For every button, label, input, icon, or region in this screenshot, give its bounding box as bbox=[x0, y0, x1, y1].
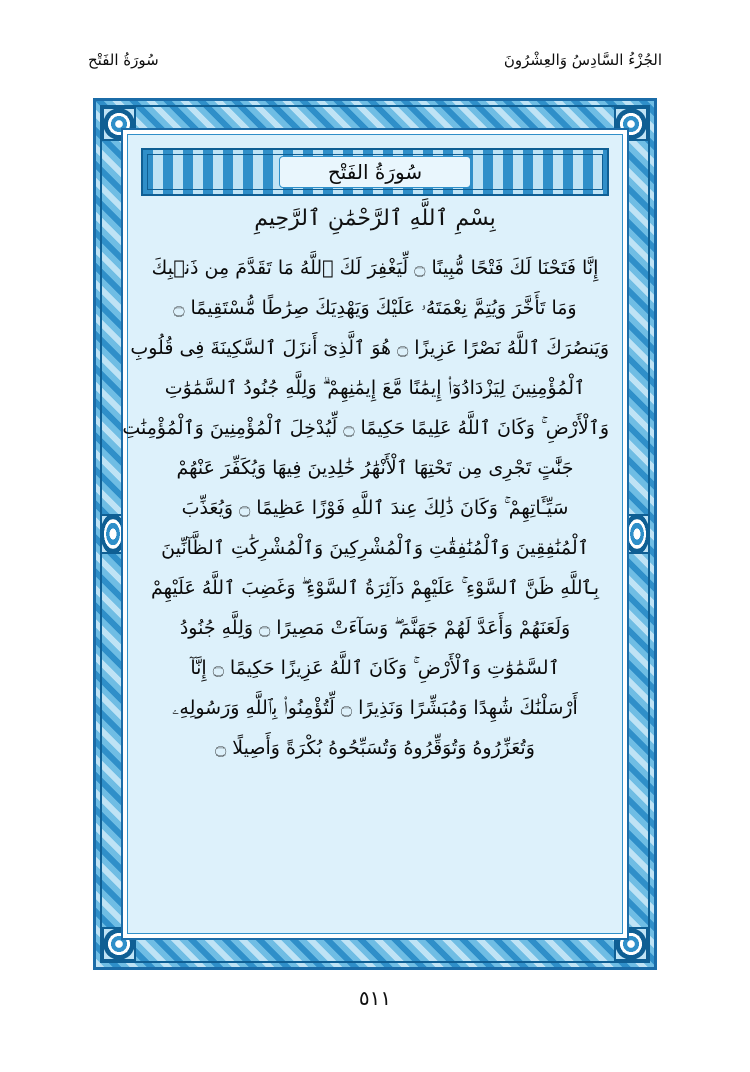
basmala-text: بِسْمِ ٱللَّهِ ٱلرَّحْمَٰنِ ٱلرَّحِيمِ bbox=[254, 206, 496, 231]
ayah-line: جَنَّٰتٍ تَجْرِى مِن تَحْتِهَا ٱلْأَنْهَٰرُ خَٰلِدِينَ فِيهَا وَيُكَفِّرَ عَنْهُمْ bbox=[176, 457, 574, 479]
ayah-line: سَيِّـَٔاتِهِمْ ۚ وَكَانَ ذَٰلِكَ عِندَ ٱللَّهِ فَوْزًا عَظِيمًا ۝ وَيُعَذِّبَ bbox=[181, 497, 569, 519]
surah-label: سُورَةُ الفَتْح bbox=[88, 51, 159, 69]
ayah-line: وَتُعَزِّرُوهُ وَتُوَقِّرُوهُ وَتُسَبِّحُوهُ بُكْرَةً وَأَصِيلًا ۝ bbox=[215, 737, 535, 759]
ayah-line: وَيَنصُرَكَ ٱللَّهُ نَصْرًا عَزِيزًا ۝ هُوَ ٱلَّذِىٓ أَنزَلَ ٱلسَّكِينَةَ فِى قُلُوبِ bbox=[130, 337, 609, 359]
ayah-line: ٱلسَّمَٰوَٰتِ وَٱلْأَرْضِ ۚ وَكَانَ ٱللَّهُ عَزِيزًا حَكِيمًا ۝ إِنَّآ bbox=[190, 657, 560, 679]
ayah-line: ٱلْمُنَٰفِقِينَ وَٱلْمُنَٰفِقَٰتِ وَٱلْمُشْرِكِينَ وَٱلْمُشْرِكَٰتِ ٱلظَّآنِّينَ bbox=[161, 537, 589, 559]
page-number: ٥١١ bbox=[358, 986, 392, 1010]
juz-label: الجُزْءُ السَّادِسُ وَالعِشْرُونَ bbox=[503, 51, 662, 69]
ayah-line: بِٱللَّهِ ظَنَّ ٱلسَّوْءِ ۚ عَلَيْهِمْ دَآئِرَةُ ٱلسَّوْءِ ۖ وَغَضِبَ ٱللَّهُ عَلَيْهِمْ bbox=[151, 577, 599, 599]
page-header bbox=[88, 48, 662, 72]
ayah-line: ٱلْمُؤْمِنِينَ لِيَزْدَادُوٓا۟ إِيمَٰنًا مَّعَ إِيمَٰنِهِمْ ۗ وَلِلَّهِ جُنُودُ ٱلسَّمَٰوَٰتِ bbox=[164, 377, 586, 399]
ayah-line: وَمَا تَأَخَّرَ وَيُتِمَّ نِعْمَتَهُۥ عَلَيْكَ وَيَهْدِيَكَ صِرَٰطًا مُّسْتَقِيمًا ۝ bbox=[173, 297, 577, 319]
ayah-line: أَرْسَلْنَٰكَ شَٰهِدًا وَمُبَشِّرًا وَنَذِيرًا ۝ لِّتُؤْمِنُوا۟ بِٱللَّهِ وَرَسُولِهِۦ bbox=[172, 697, 578, 719]
surah-title-band bbox=[141, 148, 609, 196]
ayah-line: وَلَعَنَهُمْ وَأَعَدَّ لَهُمْ جَهَنَّمَ ۖ وَسَآءَتْ مَصِيرًا ۝ وَلِلَّهِ جُنُودُ bbox=[179, 617, 571, 639]
ayah-line: إِنَّا فَتَحْنَا لَكَ فَتْحًا مُّبِينًا ۝ لِّيَغْفِرَ لَكَ ٱللَّهُ مَا تَقَدَّمَ مِن ذَنۢبِكَ bbox=[151, 257, 599, 279]
quran-text-block bbox=[122, 248, 609, 768]
ayah-line: وَٱلْأَرْضِ ۚ وَكَانَ ٱللَّهُ عَلِيمًا حَكِيمًا ۝ لِّيُدْخِلَ ٱلْمُؤْمِنِينَ وَٱلْمُؤْمِنَٰتِ bbox=[122, 417, 609, 439]
surah-title-text: سُورَةُ الفَتْح bbox=[327, 160, 423, 184]
